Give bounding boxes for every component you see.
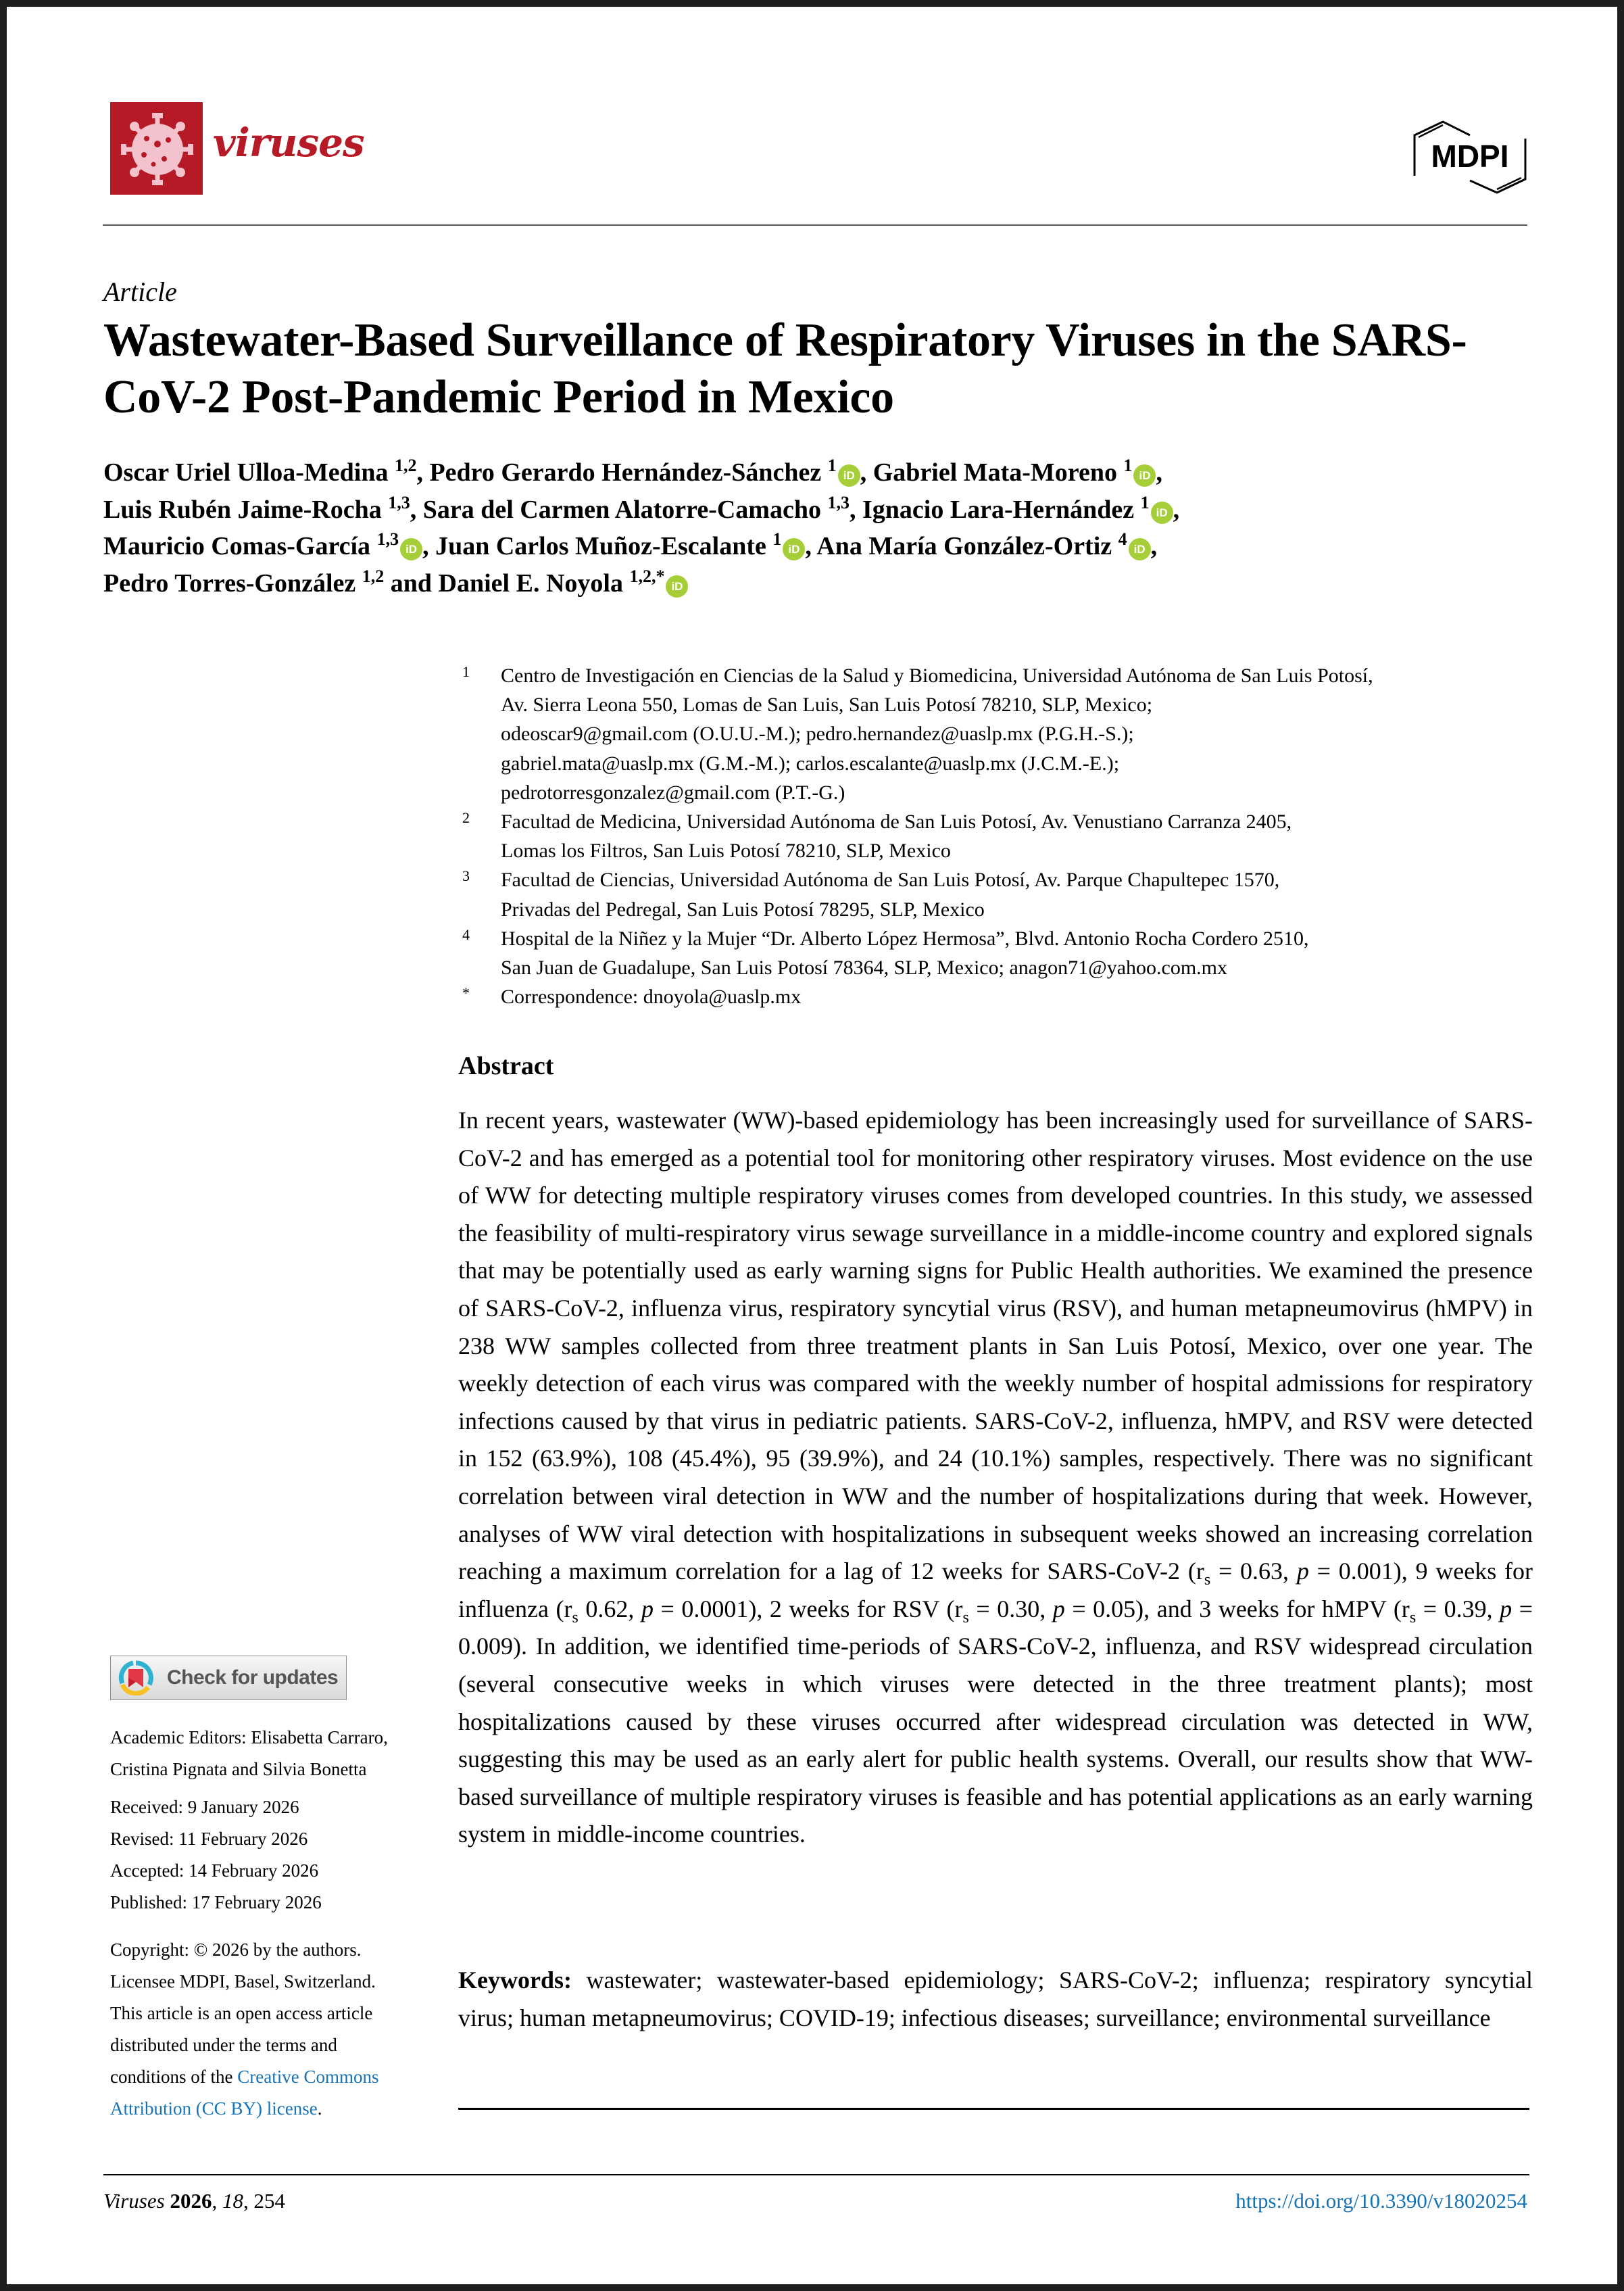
affiliation-line: Av. Sierra Leona 550, Lomas de San Luis, San Luis Potosí 78210, SLP, Mexico; — [501, 694, 1153, 717]
affiliations — [458, 661, 1540, 1011]
orcid-icon[interactable]: iD — [1133, 464, 1156, 487]
editors-line: Academic Editors: Elisabetta Carraro, — [110, 1727, 388, 1747]
author-name: Pedro Torres-González — [103, 569, 356, 598]
journal-name: viruses — [213, 120, 364, 166]
copyright-line: conditions of the — [110, 2067, 238, 2087]
author-affiliation-ref: 1 — [1123, 456, 1133, 475]
editors-line: Cristina Pignata and Silvia Bonetta — [110, 1759, 367, 1779]
keywords — [458, 1962, 1533, 2037]
period: . — [317, 2098, 322, 2119]
author-separator: , — [410, 495, 423, 524]
copyright-line: distributed under the terms and — [110, 2035, 337, 2055]
author-affiliation-ref: 1,3 — [827, 492, 850, 512]
author-separator: , — [1156, 458, 1162, 487]
author-affiliation-ref: 1 — [1140, 492, 1150, 512]
license-link[interactable]: Attribution (CC BY) license — [110, 2098, 318, 2119]
copyright-line: Licensee MDPI, Basel, Switzerland. — [110, 1971, 376, 1992]
orcid-icon[interactable]: iD — [666, 575, 688, 598]
author-name: Luis Rubén Jaime-Rocha — [103, 495, 382, 524]
author-separator: , — [1150, 532, 1158, 560]
mdpi-hexagon-logo — [1409, 118, 1531, 196]
keywords-list: wastewater; wastewater-based epidemiology; SARS-CoV-2; influenza; respiratory syncytial virus; human metapneumovirus; COVID-19; infectious diseases; surveillance; environmental surveillance — [458, 1967, 1533, 2031]
affiliation-line: San Juan de Guadalupe, San Luis Potosí 78364, SLP, Mexico; anagon71@yahoo.com.mx — [501, 957, 1228, 980]
author-affiliation-ref: 1,3 — [376, 529, 399, 549]
orcid-icon[interactable]: iD — [838, 464, 860, 487]
author-name: Mauricio Comas-García — [103, 532, 371, 560]
affiliation-line: Lomas los Filtros, San Luis Potosí 78210, SLP, Mexico — [501, 840, 951, 863]
abstract-heading: Abstract — [458, 1052, 554, 1080]
published-date: Published: 17 February 2026 — [110, 1892, 322, 1912]
affiliation-line: Facultad de Medicina, Universidad Autónoma de San Luis Potosí, Av. Venustiano Carranza 2405, — [501, 811, 1292, 834]
accepted-date: Accepted: 14 February 2026 — [110, 1860, 319, 1881]
author-affiliation-ref: 1 — [772, 529, 782, 549]
affiliation-line: Centro de Investigación en Ciencias de la Salud y Biomedicina, Universidad Autónoma de San Luis Potosí, — [501, 665, 1373, 687]
author-affiliation-ref: 1,2 — [394, 456, 417, 475]
affiliation-line: pedrotorresgonzalez@gmail.com (P.T.-G.) — [501, 781, 845, 804]
footer-divider — [103, 2174, 1529, 2175]
citation-year: 2026 — [170, 2189, 212, 2213]
affiliation-number: 3 — [462, 867, 470, 885]
journal-abbrev: Viruses — [103, 2189, 165, 2213]
author-affiliation-ref: 1,2 — [362, 566, 385, 586]
footer-citation: Viruses 2026, 18, 254 — [103, 2189, 285, 2213]
virus-icon — [110, 102, 203, 195]
affiliation-line: gabriel.mata@uaslp.mx (G.M.-M.); carlos.escalante@uaslp.mx (J.C.M.-E.); — [501, 752, 1120, 775]
author-name: Juan Carlos Muñoz-Escalante — [435, 532, 766, 560]
affiliation-line: Facultad de Ciencias, Universidad Autónoma de San Luis Potosí, Av. Parque Chapultepec 1570, — [501, 869, 1280, 892]
affiliation-item — [458, 982, 1540, 1011]
check-updates-icon — [118, 1660, 153, 1695]
affiliation-number: 1 — [462, 663, 470, 680]
author-separator: and — [384, 569, 439, 598]
citation-article-number: 254 — [253, 2189, 285, 2213]
affiliation-line: Correspondence: dnoyola@uaslp.mx — [501, 986, 802, 1009]
affiliation-number: * — [462, 984, 470, 1002]
article-title: Wastewater-Based Surveillance of Respiratory Viruses in the SARS-CoV-2 Post-Pandemic Period in Mexico — [103, 314, 1467, 423]
paper-page — [7, 7, 1617, 2284]
header-divider — [103, 224, 1527, 226]
author-affiliation-ref: 1,3 — [388, 492, 410, 512]
received-date: Received: 9 January 2026 — [110, 1797, 299, 1817]
author-separator: , — [860, 458, 873, 487]
abstract-divider — [458, 2108, 1529, 2110]
author-name: Sara del Carmen Alatorre-Camacho — [422, 495, 821, 524]
author-separator: , — [849, 495, 862, 524]
citation-volume: 18 — [222, 2189, 243, 2213]
affiliation-item — [458, 865, 1540, 923]
author-separator: , — [805, 532, 817, 560]
copyright-line: This article is an open access article — [110, 2003, 373, 2023]
affiliation-item — [458, 807, 1540, 865]
copyright-line: Copyright: © 2026 by the authors. — [110, 1939, 362, 1960]
author-affiliation-ref: 4 — [1118, 529, 1127, 549]
journal-logo[interactable] — [110, 102, 203, 195]
revised-date: Revised: 11 February 2026 — [110, 1829, 308, 1849]
check-for-updates-button[interactable] — [110, 1656, 347, 1700]
author-name: Daniel E. Noyola — [438, 569, 623, 598]
affiliation-number: 2 — [462, 809, 470, 827]
author-name: Ana María González-Ortiz — [816, 532, 1112, 560]
orcid-icon[interactable]: iD — [1151, 502, 1173, 524]
affiliation-number: 4 — [462, 925, 470, 943]
abstract-text: In recent years, wastewater (WW)-based epidemiology has been increasingly used for surveillance of SARS-CoV-2 and has emerged as a potential tool for monitoring other respiratory viruses. Most evidence on the use of WW for detecting multiple respiratory viruses comes from developed countries. In this study, we assessed the feasibility of multi-respiratory virus sewage surveillance in a middle-income country and explored signals that may be potentially used as early warning signs for Public Health authorities. We examined the presence of SARS-CoV-2, influenza virus, respiratory syncytial virus (RSV), and human metapneumovirus (hMPV) in 238 WW samples collected from three treatment plants in San Luis Potosí, Mexico, over one year. The weekly detection of each virus was compared with the weekly number of hospital admissions for respiratory infections caused by that virus in pediatric patients. SARS-CoV-2, influenza, hMPV, and RSV were detected in 152 (63.9%), 108 (45.4%), 95 (39.9%), and 24 (10.1%) samples, respectively. There was no significant correlation between viral detection in WW and the number of hospitalizations during that week. However, analyses of WW viral detection with hospitalizations in subsequent weeks showed an increasing correlation reaching a maximum correlation for a lag of 12 weeks for SARS-CoV-2 ($r_s = 0.63$, p = 0.001), 9 weeks for influenza ($r_s$ 0.62, p = 0.0001), 2 weeks for RSV ($r_s = 0.30$, p = 0.05), and 3 weeks for hMPV ($r_s = 0.39$, p = 0.009). In addition, we identified time-periods of SARS-CoV-2, influenza, and RSV widespread circulation (several consecutive weeks in which viruses were detected in the three treatment plants); most hospitalizations caused by these viruses occurred after widespread circulation was detected in WW, suggesting this may be used as an early alert for public health systems. Overall, our results show that WW-based surveillance of multiple respiratory viruses is feasible and has potential applications as an early warning system in middle-income countries. — [458, 1107, 1533, 1848]
article-type: Article — [103, 276, 177, 307]
author-name: Pedro Gerardo Hernández-Sánchez — [429, 458, 822, 487]
author-name: Gabriel Mata-Moreno — [872, 458, 1117, 487]
orcid-icon[interactable]: iD — [783, 538, 805, 560]
author-name: Oscar Uriel Ulloa-Medina — [103, 458, 389, 487]
affiliation-line: Privadas del Pedregal, San Luis Potosí 78295, SLP, Mexico — [501, 898, 985, 921]
author-name: Ignacio Lara-Hernández — [862, 495, 1135, 524]
affiliation-line: Hospital de la Niñez y la Mujer “Dr. Alberto López Hermosa”, Blvd. Antonio Rocha Cordero 2510, — [501, 927, 1309, 950]
affiliation-item — [458, 924, 1540, 982]
author-separator: , — [416, 458, 430, 487]
academic-editors — [110, 1722, 435, 1785]
author-list — [103, 454, 1536, 602]
author-affiliation-ref: 1 — [827, 456, 837, 475]
affiliation-item — [458, 661, 1540, 807]
publisher-name: MDPI — [1431, 139, 1509, 174]
orcid-icon[interactable]: iD — [400, 538, 422, 560]
publication-dates — [110, 1791, 435, 1919]
license-link[interactable]: Creative Commons — [237, 2067, 379, 2087]
author-separator: , — [1173, 495, 1180, 524]
copyright-notice — [110, 1934, 435, 2125]
keywords-label: Keywords: — [458, 1967, 572, 1994]
orcid-icon[interactable]: iD — [1129, 538, 1151, 560]
publisher-logo[interactable] — [1409, 118, 1531, 196]
doi-link[interactable]: https://doi.org/10.3390/v18020254 — [1235, 2189, 1527, 2213]
check-updates-label: Check for updates — [167, 1666, 339, 1689]
affiliation-line: odeoscar9@gmail.com (O.U.U.-M.); pedro.hernandez@uaslp.mx (P.G.H.-S.); — [501, 723, 1134, 746]
author-affiliation-ref: 1,2,* — [629, 566, 665, 586]
author-separator: , — [422, 532, 436, 560]
